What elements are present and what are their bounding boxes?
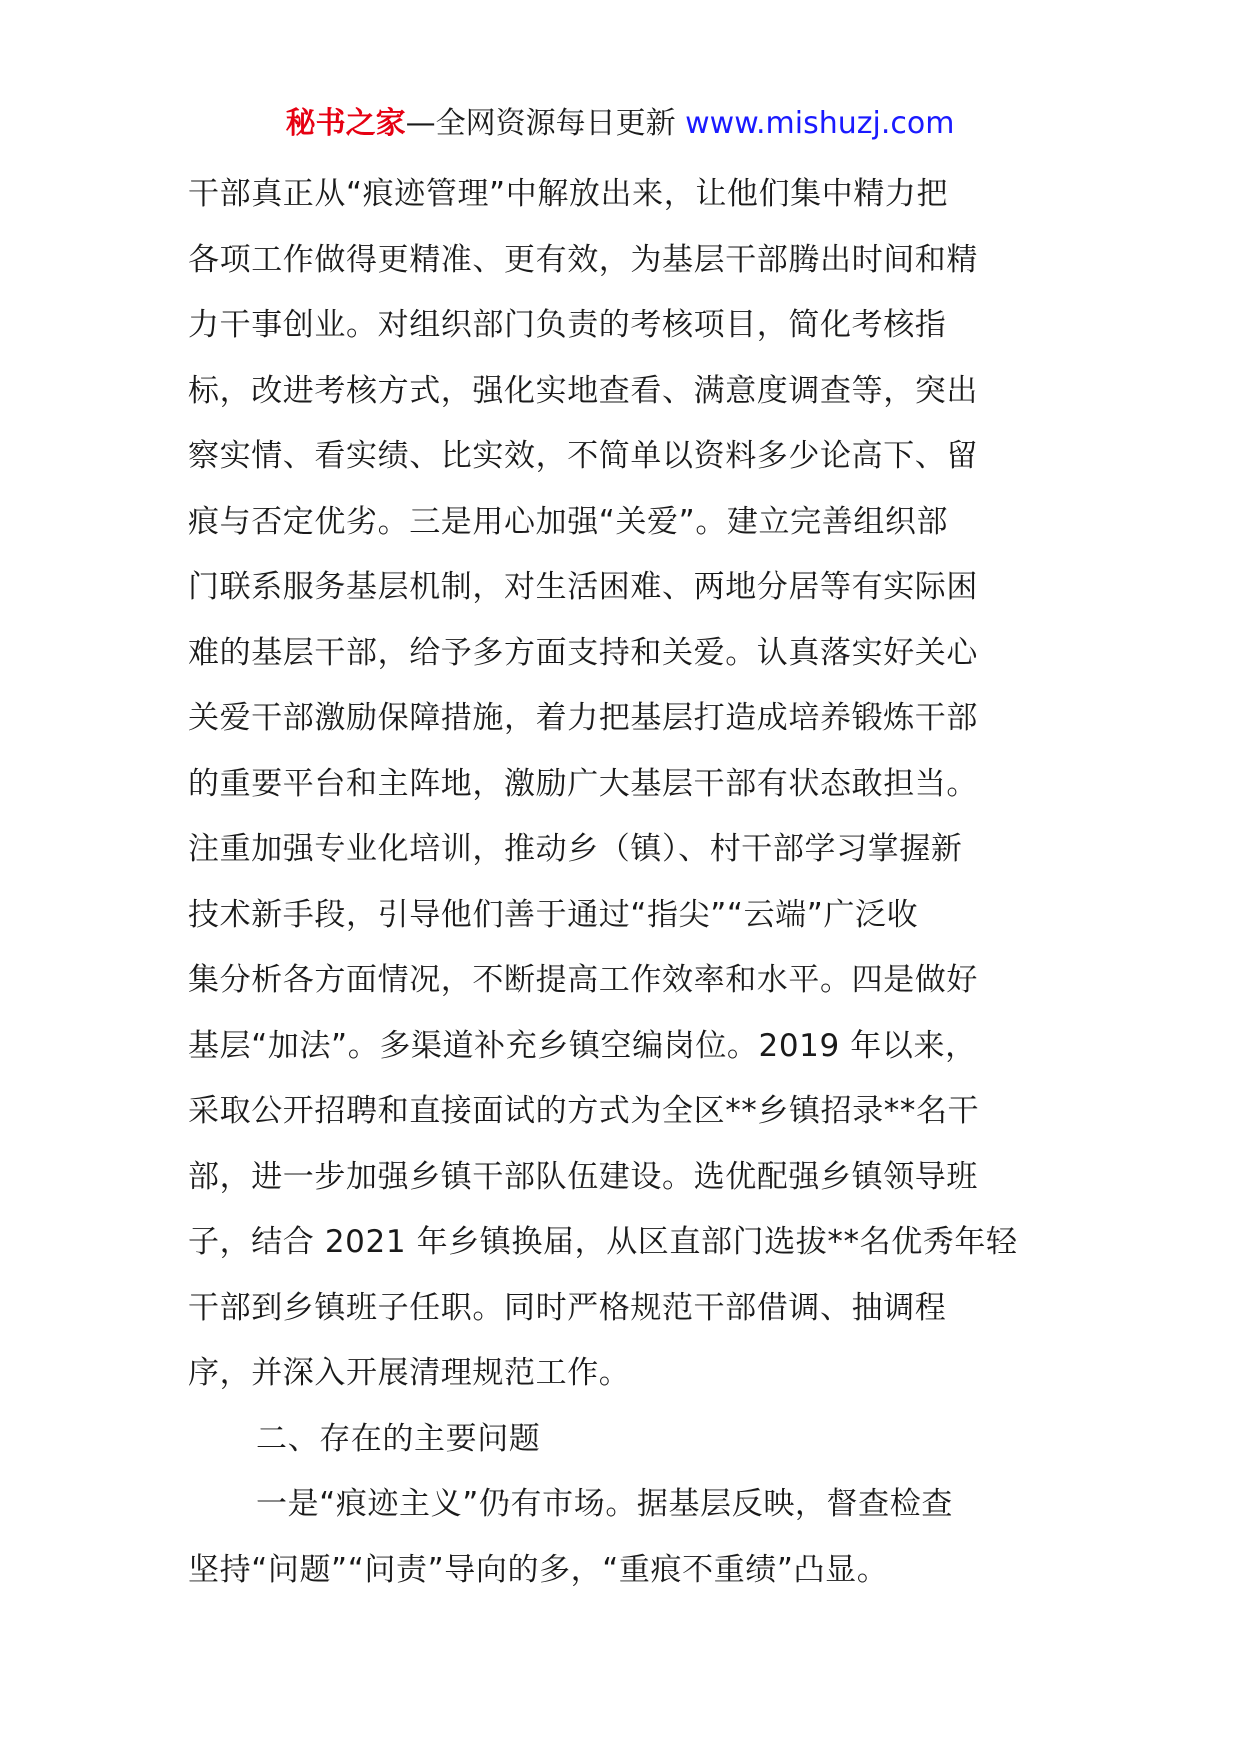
document-body (188, 162, 1058, 1603)
site-brand: 秘书之家 (285, 106, 406, 141)
text-line: 序，并深入开展清理规范工作。 (188, 1355, 631, 1391)
text-line: 各项工作做得更精准、更有效，为基层干部腾出时间和精 (188, 241, 978, 278)
text-line: 干部真正从“痕迹管理”中解放出来，让他们集中精力把 (188, 176, 949, 212)
text-line: 力干事创业。对组织部门负责的考核项目，简化考核指 (188, 307, 947, 343)
text-line: 采取公开招聘和直接面试的方式为全区**乡镇招录**名干 (188, 1093, 980, 1129)
text-line: 关爱干部激励保障措施，着力把基层打造成培养锻炼干部 (188, 700, 978, 736)
section-heading: 二、存在的主要问题 (256, 1420, 541, 1457)
text-line: 难的基层干部，给予多方面支持和关爱。认真落实好关心 (188, 634, 978, 671)
text-line: 门联系服务基层机制，对生活困难、两地分居等有实际困 (188, 569, 978, 605)
text-line: 集分析各方面情况，不断提高工作效率和水平。四是做好 (188, 962, 978, 998)
text-line: 的重要平台和主阵地，激励广大基层干部有状态敢担当。 (188, 765, 978, 802)
paragraph-start: 一是“痕迹主义”仍有市场。据基层反映，督查检查 (256, 1486, 953, 1522)
text-line: 干部到乡镇班子任职。同时严格规范干部借调、抽调程 (188, 1289, 947, 1326)
text-line: 痕与否定优劣。三是用心加强“关爱”。建立完善组织部 (188, 503, 949, 540)
text-line: 子，结合 2021 年乡镇换届，从区直部门选拔**名优秀年轻 (188, 1224, 1018, 1260)
watermark-header (0, 100, 1240, 148)
text-line: 坚持“问题”“问责”导向的多，“重痕不重绩”凸显。 (188, 1551, 889, 1588)
text-line: 部，进一步加强乡镇干部队伍建设。选优配强乡镇领导班 (188, 1158, 978, 1195)
text-line: 察实情、看实绩、比实效，不简单以资料多少论高下、留 (188, 438, 978, 474)
site-tagline: —全网资源每日更新 (405, 106, 686, 141)
text-line: 注重加强专业化培训，推动乡（镇）、村干部学习掌握新 (188, 831, 963, 867)
text-line: 技术新手段，引导他们善于通过“指尖”“云端”广泛收 (188, 896, 919, 933)
text-line: 标，改进考核方式，强化实地查看、满意度调查等，突出 (188, 372, 978, 409)
site-url[interactable]: www.mishuzj.com (685, 106, 955, 141)
text-line: 基层“加法”。多渠道补充乡镇空编岗位。2019 年以来， (188, 1027, 977, 1064)
